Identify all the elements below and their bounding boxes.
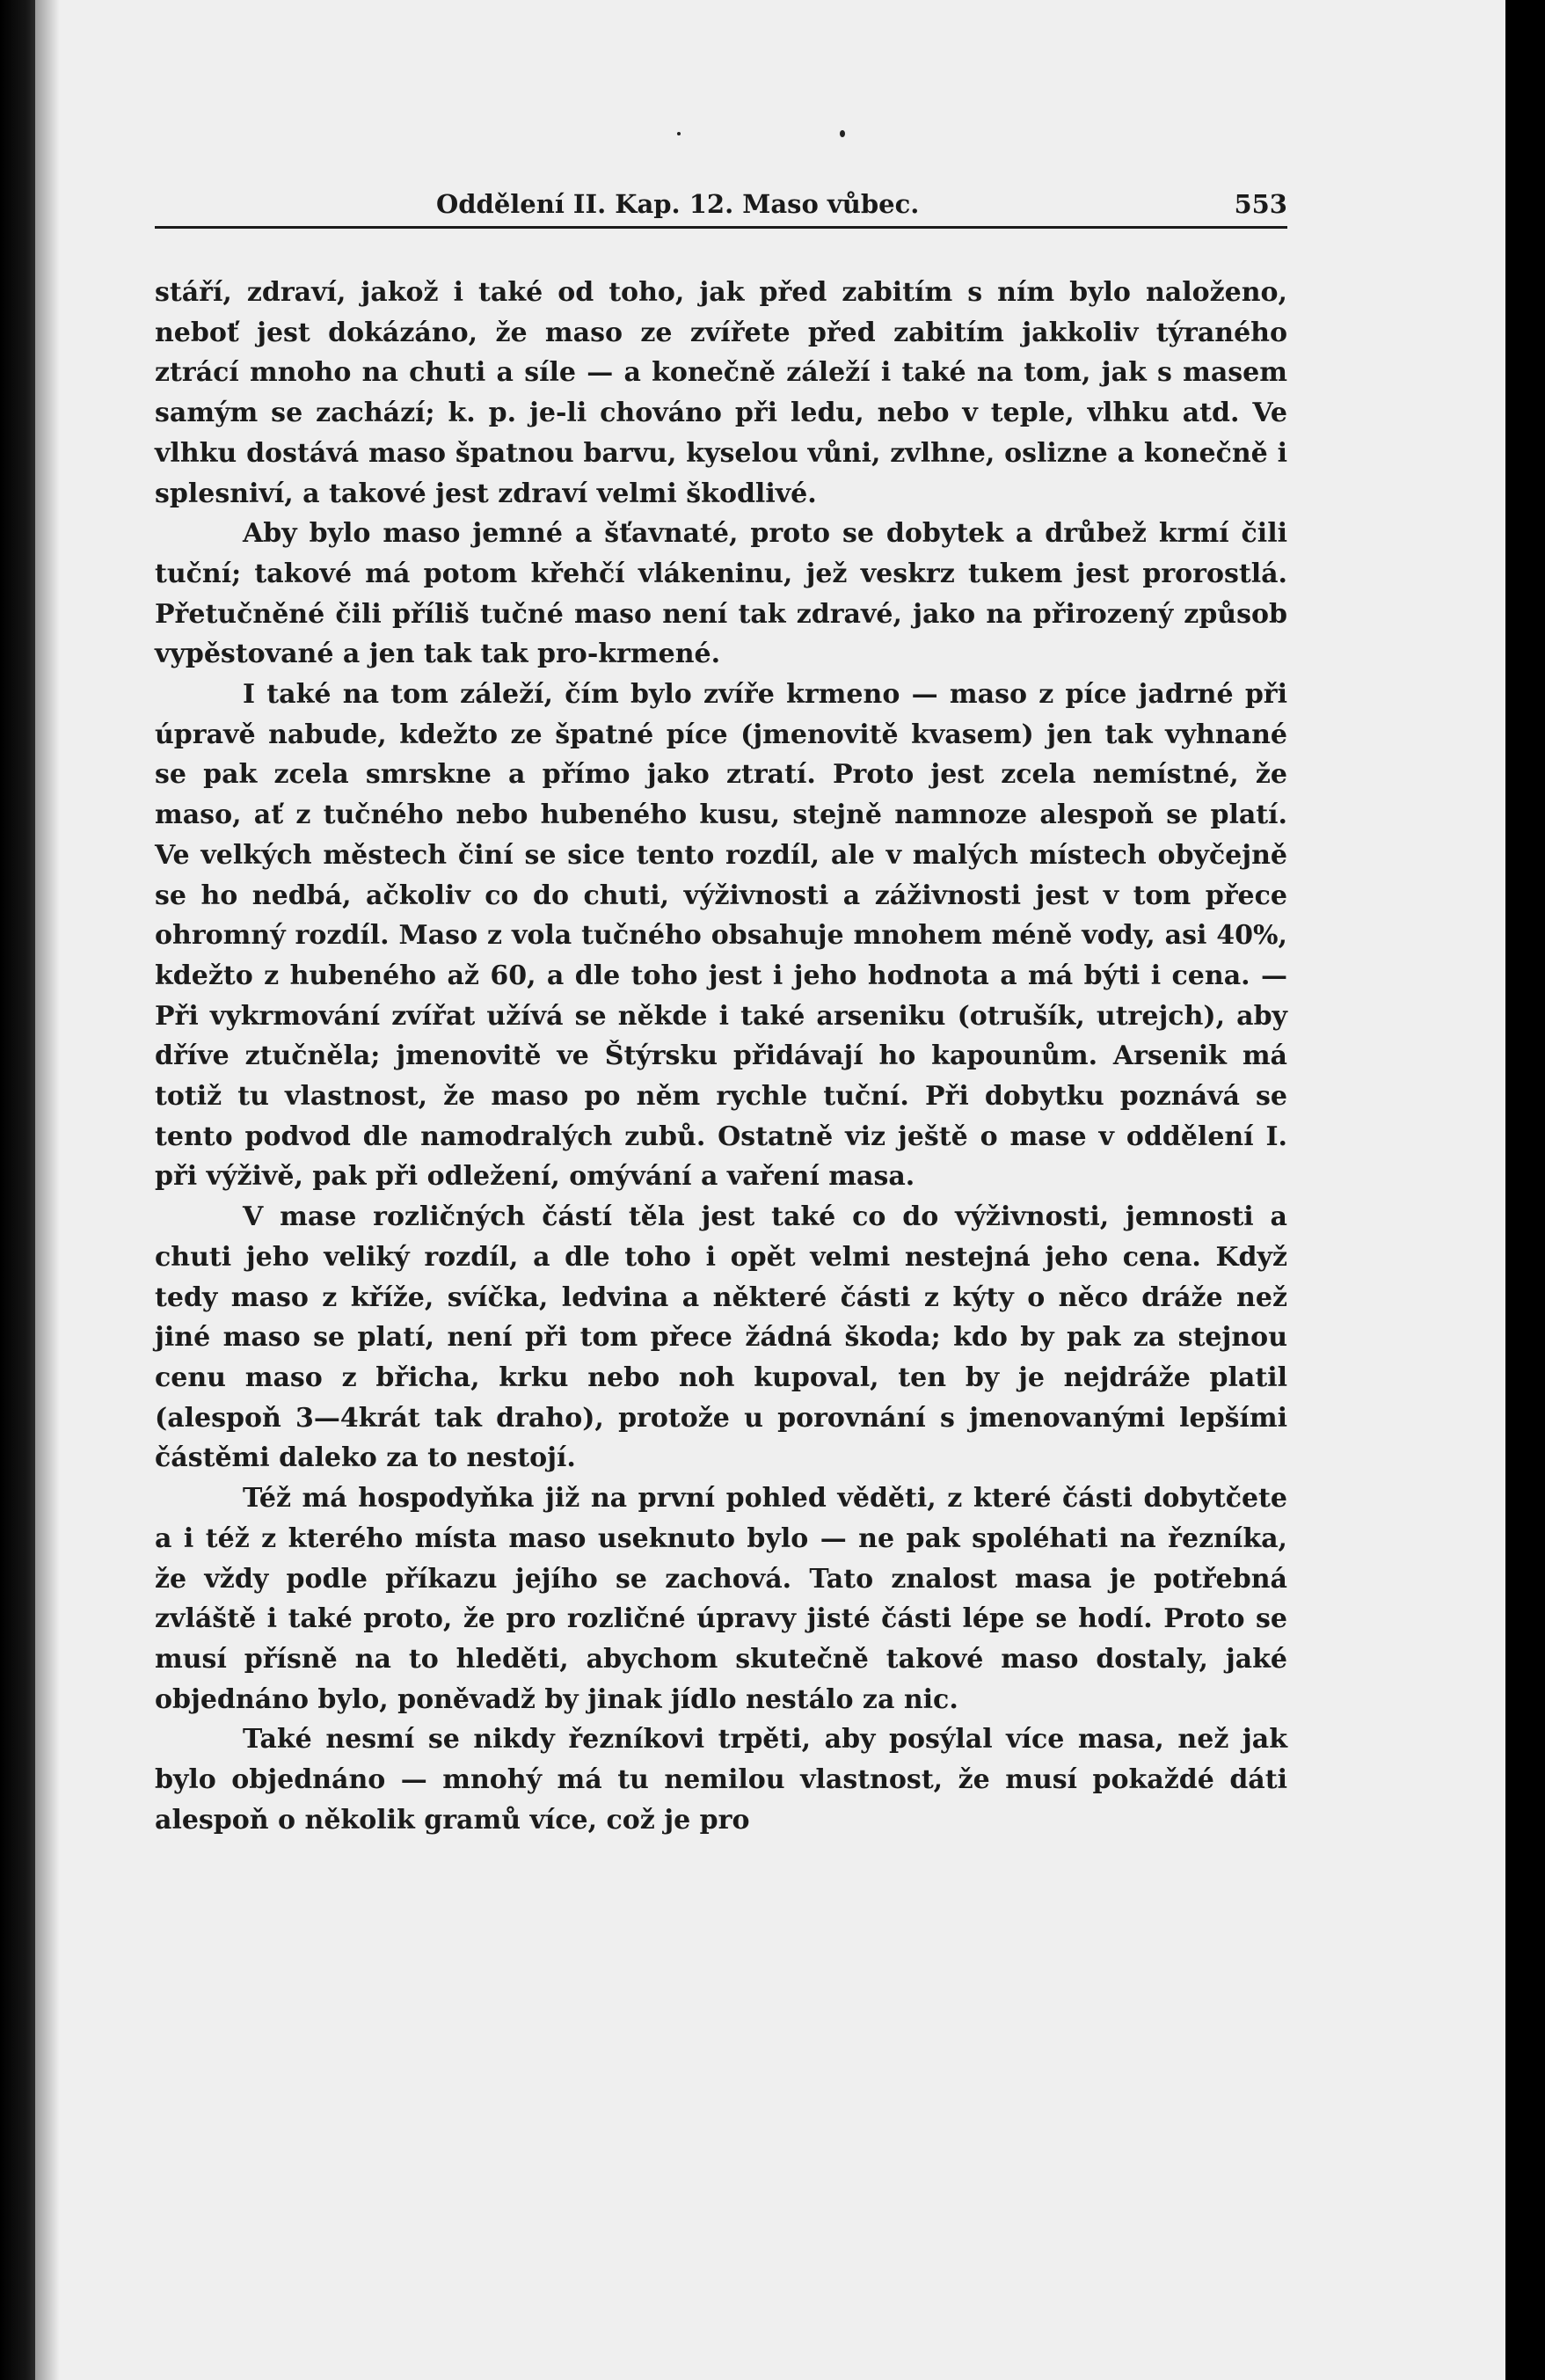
scan-speck [677,132,681,135]
paragraph: stáří, zdraví, jakož i také od toho, jak před zabitím s ním bylo naloženo, neboť jest dokázáno, že maso ze zvířete před zabitím jakkoliv týraného ztrácí mnoho na chuti a síle — a konečně záleží i také na tom, jak s masem samým se zachází; k. p. je-li chováno při ledu, nebo v teple, vlhku atd. Ve vlhku dostává maso špatnou barvu, kyselou vůni, zvlhne, oslizne a konečně i splesniví, a takové jest zdraví velmi škodlivé. [155,277,1287,509]
running-head [155,180,1287,229]
paragraph: Též má hospodyňka již na první pohled věděti, z které části dobytčete a i též z kterého místa maso useknuto bylo — ne pak spoléhati na řezníka, že vždy podle příkazu jejího se zachová. Tato znalost masa je potřebná zvláště i také proto, že pro rozličné úpravy jisté části lépe se hodí. Proto se musí přísně na to hleděti, abychom skutečně takové maso dostaly, jaké objednáno bylo, poněvadž by jinak jídlo nestálo za nic. [155,1483,1287,1715]
page-number: 553 [1234,189,1287,219]
scan-border-left [0,0,35,2380]
paragraph: I také na tom záleží, čím bylo zvíře krmeno — maso z píce jadrné při úpravě nabude, kdežto ze špatné píce (jmenovitě kvasem) jen tak vyhnané se pak zcela smrskne a přímo jako ztratí. Proto jest zcela nemístné, že maso, ať z tučného nebo hubeného kusu, stejně namnoze alespoň se platí. Ve velkých městech činí se sice tento rozdíl, ale v malých místech obyčejně se ho nedbá, ačkoliv co do chuti, výživnosti a záživnosti jest v tom přece ohromný rozdíl. Maso z vola tučného obsahuje mnohem méně vody, asi 40%, kdežto z hubeného až 60, a dle toho jest i jeho hodnota a má býti i cena. — Při vykrmování zvířat užívá se někde i také arseniku (otrušík, utrejch), aby dříve ztučněla; jmenovitě ve Štýrsku přidávají ho kapounům. Arsenik má totiž tu vlastnost, že maso po něm rychle tuční. Při dobytku poznává se tento podvod dle namodralých zubů. Ostatně viz ještě o mase v oddělení I. při výživě, pak při odležení, omývání a vaření masa. [155,679,1287,1193]
scan-speck [840,130,845,137]
paragraph: Aby bylo maso jemné a šťavnaté, proto se dobytek a drůbež krmí čili tuční; takové má potom křehčí vlákeninu, jež veskrz tukem jest prorostlá. Přetučněné čili příliš tučné maso není tak zdravé, jako na přirozený způsob vypěstované a jen tak tak pro-krmené. [155,518,1287,670]
paragraph: Také nesmí se nikdy řezníkovi trpěti, aby posýlal více masa, než jak bylo objednáno — mnohý má tu nemilou vlastnost, že musí pokaždé dáti alespoň o několik gramů více, což je pro [155,1724,1287,1836]
paragraph: V mase rozličných částí těla jest také co do výživnosti, jemnosti a chuti jeho veliký rozdíl, a dle toho i opět velmi nestejná jeho cena. Když tedy maso z kříže, svíčka, ledvina a některé části z kýty o něco dráže než jiné maso se platí, není při tom přece žádná škoda; kdo by pak za stejnou cenu maso z břicha, krku nebo noh kupoval, ten by je nejdráže platil (alespoň 3—4krát tak draho), protože u porovnání s jmenovanými lepšími částěmi daleko za to nestojí. [155,1201,1287,1474]
page-gutter-shadow [35,0,60,2380]
chapter-title: Oddělení II. Kap. 12. Maso vůbec. [436,189,920,219]
body-text [155,273,1287,2260]
scan-border-right [1505,0,1545,2380]
